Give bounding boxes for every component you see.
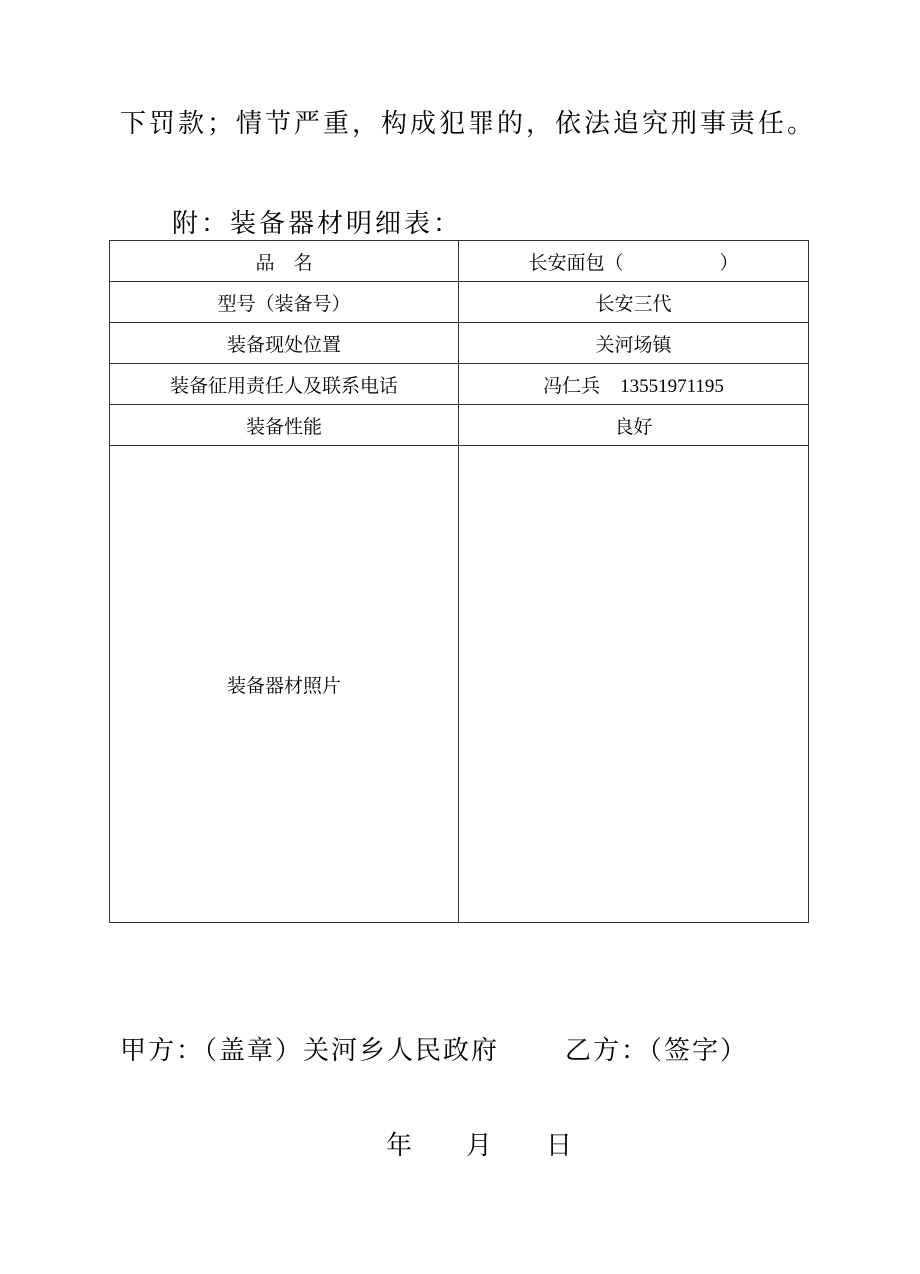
table-row [110,241,809,282]
equipment-table [109,240,809,923]
table-row [110,282,809,323]
label-product-name [110,241,459,282]
value-responsible-person [459,364,809,405]
party-a: 甲方：（盖章）关河乡人民政府 [120,1036,500,1066]
photo-cell [459,446,809,923]
paragraph-tail: 下罚款；情节严重，构成犯罪的，依法追究刑事责任。 [120,109,817,139]
value-product-name [459,241,809,282]
label-model: 型号（装备号） [110,282,459,323]
product-name-suffix: ） [719,252,739,274]
product-name-prefix: 长安面包（ [528,252,624,274]
value-performance: 良好 [459,405,809,446]
person-name: 冯仁兵 [543,375,601,397]
date-month: 月 [466,1131,493,1161]
table-row [110,323,809,364]
value-location: 关河场镇 [459,323,809,364]
date-year: 年 [386,1131,413,1161]
product-name-label: 品 名 [255,252,313,274]
table-row [110,405,809,446]
table-row-photo [110,446,809,923]
phone-number: 13551971195 [620,375,724,397]
table-row [110,364,809,405]
party-b: 乙方：（签字） [565,1036,749,1066]
date-day: 日 [546,1131,573,1161]
label-performance: 装备性能 [110,405,459,446]
value-model: 长安三代 [459,282,809,323]
label-photo: 装备器材照片 [110,446,459,923]
appendix-title: 附：装备器材明细表： [172,209,463,239]
date-line [386,1125,572,1162]
label-responsible-person: 装备征用责任人及联系电话 [110,364,459,405]
signoff-line [120,1030,748,1067]
label-location: 装备现处位置 [110,323,459,364]
